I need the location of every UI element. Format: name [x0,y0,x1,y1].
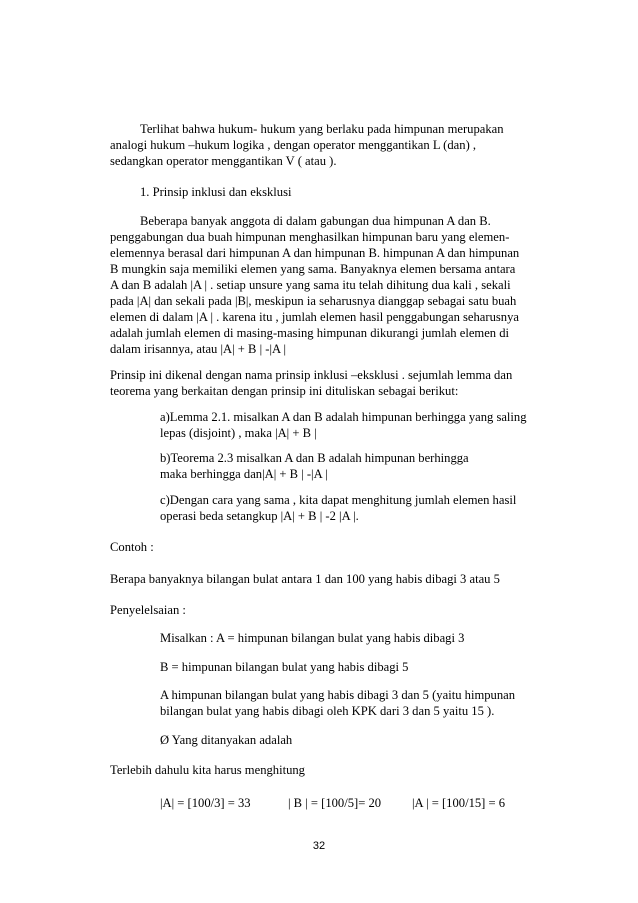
page-number: 32 [312,840,326,852]
main-line-9: dalam irisannya, atau |A| + B | -|A | [110,342,287,356]
main-line-5: A dan B adalah |A | . setiap unsure yang sama itu telah dihitung dua kali , sekali [110,278,511,292]
principle-line-2: teorema yang berkaitan dengan prinsip ini dituliskan sebagai berikut: [110,384,459,398]
principle-line-1: Prinsip ini dikenal dengan nama prinsip inklusi –eksklusi . sejumlah lemma dan [110,368,513,382]
main-line-6: pada |A| dan sekali pada |B|, meskipun ia seharusnya dianggap sebagai satu buah [110,294,517,308]
item-b-line-1: b)Teorema 2.3 misalkan A dan B adalah himpunan berhingga [160,451,469,465]
item-a-line-1: a)Lemma 2.1. misalkan A dan B adalah himpunan berhingga yang saling [160,410,527,424]
calc-a: |A| = [100/3] = 33 [160,796,251,810]
item-a-line-2: lepas (disjoint) , maka |A| + B | [160,426,317,440]
main-line-3: elemennya berasal dari himpunan A dan himpunan B. himpunan A dan himpunan [110,246,520,260]
asked-line: Ø Yang ditanyakan adalah [160,733,293,747]
main-line-8: adalah jumlah elemen di masing-masing himpunan dikurangi jumlah elemen di [110,326,510,340]
set-ab-line-1: A himpunan bilangan bulat yang habis dibagi 3 dan 5 (yaitu himpunan [160,688,516,702]
intro-line-3: sedangkan operator menggantikan V ( atau ). [110,154,337,168]
main-line-7: elemen di dalam |A | . karena itu , jumlah elemen hasil penggabungan seharusnya [110,310,519,324]
contoh-label: Contoh : [110,540,154,554]
item-c-line-1: c)Dengan cara yang sama , kita dapat menghitung jumlah elemen hasil [160,493,517,507]
main-line-1: Beberapa banyak anggota di dalam gabungan dua himpunan A dan B. [140,214,491,228]
intro-line-1: Terlihat bahwa hukum- hukum yang berlaku pada himpunan merupakan [140,122,504,136]
item-c-line-2: operasi beda setangkup |A| + B | -2 |A |. [160,509,359,523]
set-b-line: B = himpunan bilangan bulat yang habis dibagi 5 [160,660,409,674]
main-line-2: penggabungan dua buah himpunan menghasilkan himpunan baru yang elemen- [110,230,510,244]
penyelesaian-label: Penyelelsaian : [110,603,186,617]
item-b-line-2: maka berhingga dan|A| + B | -|A | [160,467,328,481]
misalkan-line: Misalkan : A = himpunan bilangan bulat yang habis dibagi 3 [160,631,465,645]
set-ab-line-2: bilangan bulat yang habis dibagi oleh KPK dari 3 dan 5 yaitu 15 ). [160,704,495,718]
intro-line-2: analogi hukum –hukum logika , dengan operator menggantikan L (dan) , [110,138,477,152]
main-line-4: B mungkin saja memiliki elemen yang sama. Banyaknya elemen bersama antara [110,262,516,276]
calc-ab: |A | = [100/15] = 6 [412,796,506,810]
calc-b: | B | = [100/5]= 20 [288,796,382,810]
question-line: Berapa banyaknya bilangan bulat antara 1 dan 100 yang habis dibagi 3 atau 5 [110,572,500,586]
first-calc-line: Terlebih dahulu kita harus menghitung [110,763,305,777]
list-item-heading: 1. Prinsip inklusi dan eksklusi [140,185,292,199]
